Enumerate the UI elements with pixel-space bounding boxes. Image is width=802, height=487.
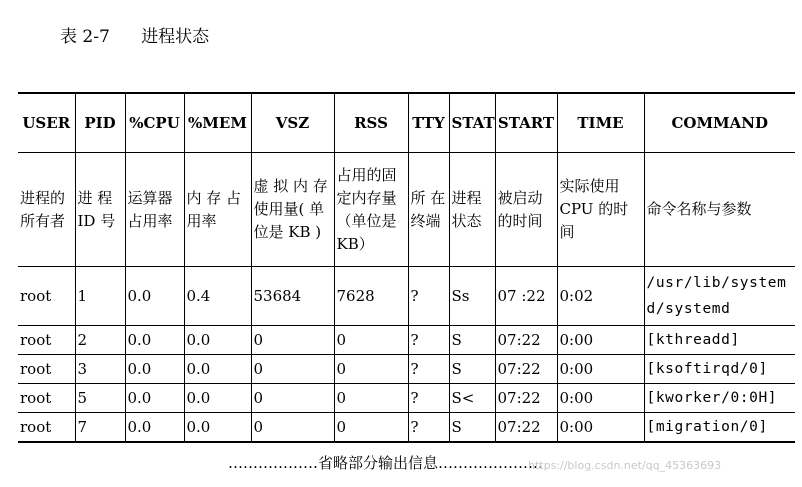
col-header-cpu: %CPU: [125, 93, 184, 153]
cell-stat: S: [449, 355, 495, 384]
cell-command: [ksoftirqd/0]: [644, 355, 795, 384]
cell-mem: 0.0: [184, 413, 251, 443]
cell-time: 0:00: [557, 413, 644, 443]
cell-user: root: [18, 413, 75, 443]
table-number: 表 2-7: [60, 27, 110, 47]
cell-start: 07 :22: [495, 267, 557, 326]
cell-tty: ?: [408, 384, 449, 413]
cell-start: 07:22: [495, 413, 557, 443]
cell-pid: 7: [75, 413, 125, 443]
cell-start: 07:22: [495, 384, 557, 413]
table-row: [18, 384, 795, 413]
cell-cpu: 0.0: [125, 355, 184, 384]
desc-rss: 占用的固定内存量（单位是 KB）: [334, 153, 408, 267]
cell-vsz: 0: [251, 384, 334, 413]
cell-vsz: 0: [251, 413, 334, 443]
cell-time: 0:00: [557, 326, 644, 355]
table-row: [18, 267, 795, 326]
col-header-user: USER: [18, 93, 75, 153]
process-status-table: [18, 92, 795, 443]
desc-stat: 进程状态: [449, 153, 495, 267]
cell-tty: ?: [408, 267, 449, 326]
cell-rss: 7628: [334, 267, 408, 326]
description-row: [18, 153, 795, 267]
col-header-tty: TTY: [408, 93, 449, 153]
cell-pid: 3: [75, 355, 125, 384]
table-row: [18, 326, 795, 355]
cell-user: root: [18, 355, 75, 384]
cell-tty: ?: [408, 355, 449, 384]
cell-pid: 1: [75, 267, 125, 326]
desc-cpu: 运算器占用率: [125, 153, 184, 267]
cell-time: 0:00: [557, 384, 644, 413]
table-caption: [60, 22, 209, 47]
cell-user: root: [18, 326, 75, 355]
cell-pid: 2: [75, 326, 125, 355]
desc-start: 被启动的时间: [495, 153, 557, 267]
cell-command: [kworker/0:0H]: [644, 384, 795, 413]
cell-mem: 0.0: [184, 355, 251, 384]
cell-cpu: 0.0: [125, 413, 184, 443]
desc-user: 进程的所有者: [18, 153, 75, 267]
cell-mem: 0.0: [184, 384, 251, 413]
cell-stat: S: [449, 413, 495, 443]
desc-time: 实际使用 CPU 的时间: [557, 153, 644, 267]
col-header-rss: RSS: [334, 93, 408, 153]
cell-mem: 0.4: [184, 267, 251, 326]
cell-time: 0:00: [557, 355, 644, 384]
cell-vsz: 53684: [251, 267, 334, 326]
cell-vsz: 0: [251, 326, 334, 355]
desc-tty: 所 在 终端: [408, 153, 449, 267]
cell-pid: 5: [75, 384, 125, 413]
col-header-vsz: VSZ: [251, 93, 334, 153]
cell-user: root: [18, 267, 75, 326]
col-header-command: COMMAND: [644, 93, 795, 153]
cell-command: /usr/lib/systemd/systemd: [644, 267, 795, 326]
col-header-time: TIME: [557, 93, 644, 153]
cell-start: 07:22: [495, 355, 557, 384]
cell-vsz: 0: [251, 355, 334, 384]
cell-stat: S<: [449, 384, 495, 413]
cell-command: [kthreadd]: [644, 326, 795, 355]
cell-time: 0:02: [557, 267, 644, 326]
cell-start: 07:22: [495, 326, 557, 355]
header-row: [18, 93, 795, 153]
col-header-stat: STAT: [449, 93, 495, 153]
cell-rss: 0: [334, 413, 408, 443]
col-header-pid: PID: [75, 93, 125, 153]
cell-cpu: 0.0: [125, 326, 184, 355]
col-header-mem: %MEM: [184, 93, 251, 153]
desc-vsz: 虚 拟 内 存 使用量( 单位是 KB ): [251, 153, 334, 267]
table-title: 进程状态: [141, 27, 210, 47]
cell-cpu: 0.0: [125, 384, 184, 413]
watermark: https://blog.csdn.net/qq_45363693: [528, 459, 722, 472]
cell-stat: Ss: [449, 267, 495, 326]
cell-rss: 0: [334, 326, 408, 355]
cell-stat: S: [449, 326, 495, 355]
cell-rss: 0: [334, 355, 408, 384]
desc-pid: 进 程 ID 号: [75, 153, 125, 267]
cell-tty: ?: [408, 413, 449, 443]
col-header-start: START: [495, 93, 557, 153]
table-row: [18, 355, 795, 384]
desc-mem: 内 存 占用率: [184, 153, 251, 267]
table-row: [18, 413, 795, 443]
cell-mem: 0.0: [184, 326, 251, 355]
cell-cpu: 0.0: [125, 267, 184, 326]
cell-user: root: [18, 384, 75, 413]
cell-command: [migration/0]: [644, 413, 795, 443]
desc-command: 命令名称与参数: [644, 153, 795, 267]
cell-tty: ?: [408, 326, 449, 355]
cell-rss: 0: [334, 384, 408, 413]
omitted-output-note: ………………省略部分输出信息…………………: [228, 454, 544, 472]
